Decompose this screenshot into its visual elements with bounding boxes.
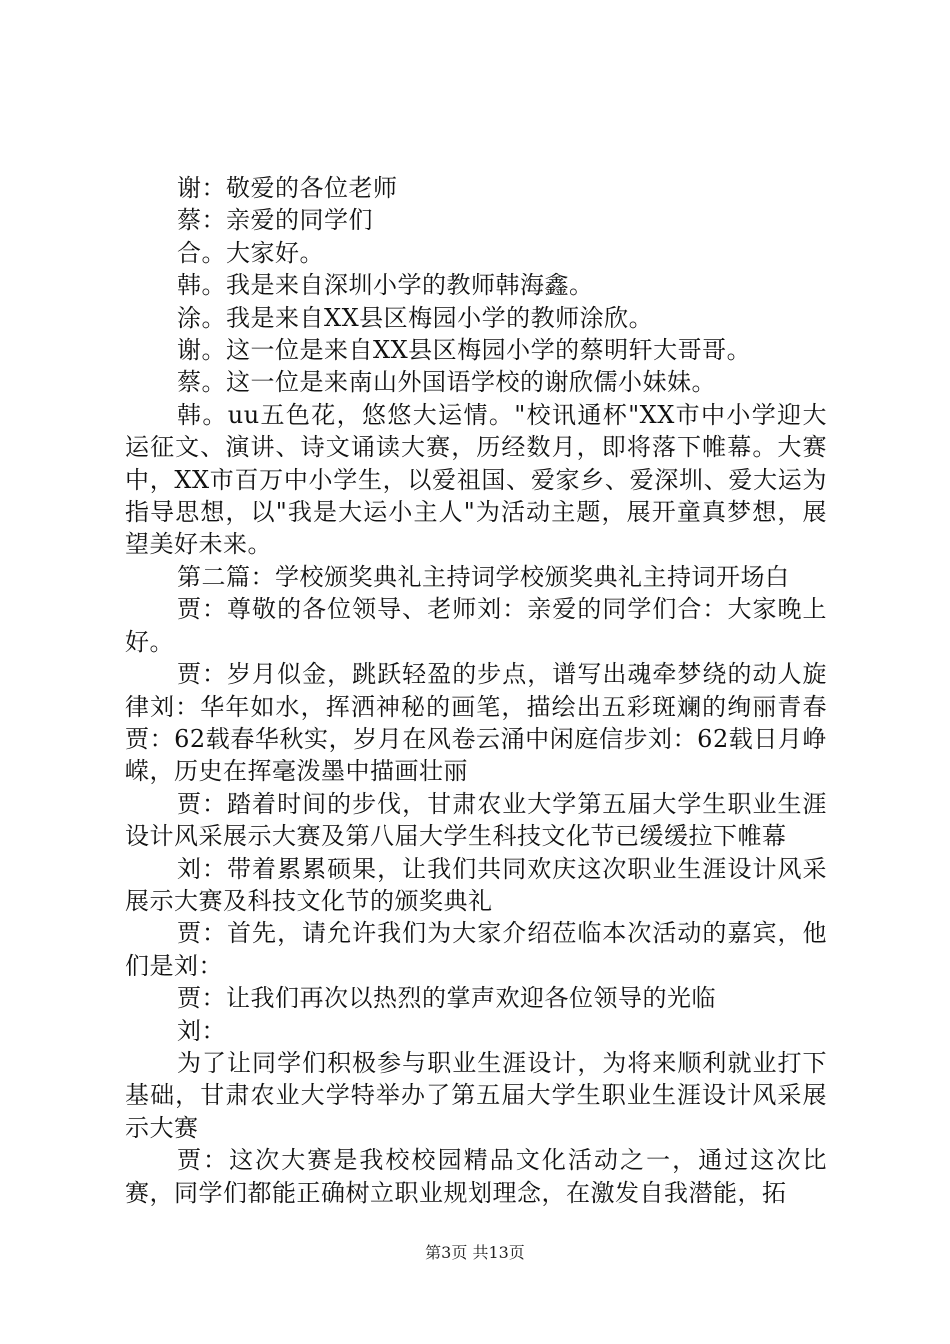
paragraph: 合。大家好。 — [177, 238, 324, 267]
paragraph: 贾：尊敬的各位领导、老师刘：亲爱的同学们合：大家晚上好。 — [125, 595, 827, 656]
document-body — [125, 172, 827, 1209]
paragraph: 刘： — [177, 1016, 226, 1045]
paragraph: 贾：让我们再次以热烈的掌声欢迎各位领导的光临 — [177, 984, 716, 1013]
paragraph: 韩。我是来自深圳小学的教师韩海鑫。 — [177, 271, 594, 300]
paragraph: 第二篇：学校颁奖典礼主持词学校颁奖典礼主持词开场白 — [177, 562, 790, 591]
paragraph: 贾：岁月似金，跳跃轻盈的步点，谱写出魂牵梦绕的动人旋律刘：华年如水，挥洒神秘的画笔，描绘出五彩斑斓的绚丽青春贾：62载春华秋实，岁月在风卷云涌中闲庭信步刘：62载日月峥嵘，历史在挥毫泼墨中描画壮丽 — [125, 660, 827, 786]
paragraph: 刘：带着累累硕果，让我们共同欢庆这次职业生涯设计风采展示大赛及科技文化节的颁奖典礼 — [125, 854, 827, 915]
paragraph: 为了让同学们积极参与职业生涯设计，为将来顺利就业打下基础，甘肃农业大学特举办了第五届大学生职业生涯设计风采展示大赛 — [125, 1048, 827, 1142]
paragraph: 贾：这次大赛是我校校园精品文化活动之一，通过这次比赛，同学们都能正确树立职业规划理念，在激发自我潜能，拓 — [125, 1146, 827, 1207]
paragraph: 谢：敬爱的各位老师 — [177, 174, 398, 202]
paragraph: 蔡：亲爱的同学们 — [177, 206, 373, 235]
paragraph: 蔡。这一位是来南山外国语学校的谢欣儒小妹妹。 — [177, 368, 716, 397]
page-number-footer: 第3页 共13页 — [425, 1243, 525, 1262]
paragraph: 贾：踏着时间的步伐，甘肃农业大学第五届大学生职业生涯设计风采展示大赛及第八届大学生科技文化节已缓缓拉下帷幕 — [125, 789, 827, 851]
paragraph: 涂。我是来自XX县区梅园小学的教师涂欣。 — [177, 303, 654, 332]
paragraph: 韩。uu五色花，悠悠大运情。"校讯通杯"XX市中小学迎大运征文、演讲、诗文诵读大赛，历经数月，即将落下帷幕。大赛中，XX市百万中小学生，以爱祖国、爱家乡、爱深圳、爱大运为指导思想，以"我是大运小主人"为活动主题，展开童真梦想，展望美好未来。 — [125, 400, 827, 559]
paragraph: 贾：首先，请允许我们为大家介绍莅临本次活动的嘉宾，他们是刘： — [125, 919, 827, 980]
paragraph: 谢。这一位是来自XX县区梅园小学的蔡明轩大哥哥。 — [177, 336, 752, 365]
